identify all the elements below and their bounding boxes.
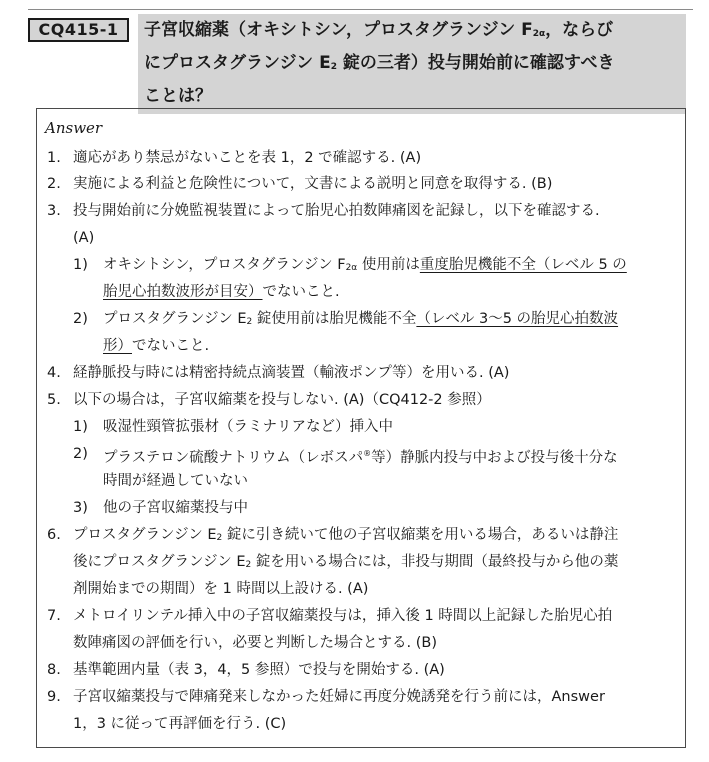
title-subscript: 2	[330, 62, 337, 72]
underlined-text: （レベル 3～5 の胎児心拍数波	[416, 311, 619, 327]
item-text: 投与開始前に分娩監視装置によって胎児心拍数陣痛図を記録し，以下を確認する.	[73, 203, 600, 219]
item-continuation: 1，3 に従って再評価を行う. (C)	[73, 716, 287, 732]
title-line-2	[144, 49, 680, 82]
title-text: ，ならび	[545, 20, 614, 40]
item-text: プロスタグランジン $E_2$ 錠に引き続いて他の子宮収縮薬を用いる場合，あるいは静注	[73, 527, 619, 543]
item-continuation: (A)	[73, 230, 95, 246]
title-text: にプロスタグランジン E	[144, 53, 331, 73]
underlined-text: 胎児心拍数波形が目安）	[103, 284, 263, 300]
sub-item-continuation: 形）でないこと.	[103, 338, 210, 354]
item-continuation: 後にプロスタグランジン $E_2$ 錠を用いる場合には，非投与期間（最終投与から他の薬	[73, 554, 619, 570]
sub-item-number: 1)	[73, 419, 88, 435]
question-id-badge: CQ415-1	[28, 18, 129, 42]
top-rule	[28, 9, 693, 10]
sub-item-continuation: 胎児心拍数波形が目安）でないこと.	[103, 284, 340, 300]
answer-label: Answer	[45, 119, 103, 137]
question-title	[138, 14, 686, 114]
item-text: 以下の場合は，子宮収縮薬を投与しない. (A)（CQ412-2 参照）	[73, 392, 491, 408]
title-text: 錠の三者）投与開始前に確認すべき	[336, 53, 615, 73]
sub-item-text: プロスタグランジン $E_2$ 錠使用前は胎児機能不全（レベル 3～5 の胎児心拍数波	[103, 311, 619, 327]
sub-item-number: 2)	[73, 311, 88, 327]
sub-item-number: 2)	[73, 446, 88, 462]
title-line-3: ことは？	[144, 86, 212, 106]
title-text: 子宮収縮薬（オキシトシン，プロスタグランジン F	[144, 20, 533, 40]
item-number: 7.	[47, 608, 61, 624]
item-continuation: 数陣痛図の評価を行い，必要と判断した場合とする. (B)	[73, 635, 437, 651]
item-text: 子宮収縮薬投与で陣痛発来しなかった妊婦に再度分娩誘発を行う前には，Answer	[73, 689, 605, 705]
item-continuation: 剤開始までの期間）を 1 時間以上設ける. (A)	[73, 581, 369, 597]
item-number: 2.	[47, 176, 61, 192]
sub-item-text: オキシトシン，プロスタグランジン $F_{2\alpha}$ 使用前は重度胎児機能不全（レベル 5 の	[103, 257, 627, 273]
title-line-1	[144, 16, 680, 49]
sub-item-text: プラステロン硫酸ナトリウム（レボスパ®等）静脈内投与中および投与後十分な	[103, 449, 618, 466]
item-number: 3.	[47, 203, 61, 219]
sub-item-text: 他の子宮収縮薬投与中	[103, 500, 248, 516]
item-text: 経静脈投与時には精密持続点滴装置（輸液ポンプ等）を用いる. (A)	[73, 365, 510, 381]
sub-item-text: 吸湿性頸管拡張材（ラミナリアなど）挿入中	[103, 419, 393, 435]
item-text: 実施による利益と危険性について，文書による説明と同意を取得する. (B)	[73, 176, 553, 192]
item-number: 5.	[47, 392, 61, 408]
sub-item-number: 1)	[73, 257, 88, 273]
title-subscript: 2α	[532, 29, 546, 39]
sub-item-number: 3)	[73, 500, 88, 516]
item-text: 適応があり禁忌がないことを表 1，2 で確認する. (A)	[73, 150, 422, 166]
underlined-text: 形）	[103, 338, 132, 354]
item-number: 8.	[47, 662, 61, 678]
answer-box	[36, 108, 686, 748]
underlined-text: 重度胎児機能不全（レベル 5 の	[419, 257, 627, 273]
item-number: 4.	[47, 365, 61, 381]
item-number: 1.	[47, 150, 61, 166]
sub-item-continuation: 時間が経過していない	[103, 473, 248, 489]
registered-mark: ®	[363, 449, 372, 458]
item-number: 9.	[47, 689, 61, 705]
item-text: メトロイリンテル挿入中の子宮収縮薬投与は，挿入後 1 時間以上記録した胎児心拍	[73, 608, 613, 624]
item-number: 6.	[47, 527, 61, 543]
item-text: 基準範囲内量（表 3，4，5 参照）で投与を開始する. (A)	[73, 662, 445, 678]
